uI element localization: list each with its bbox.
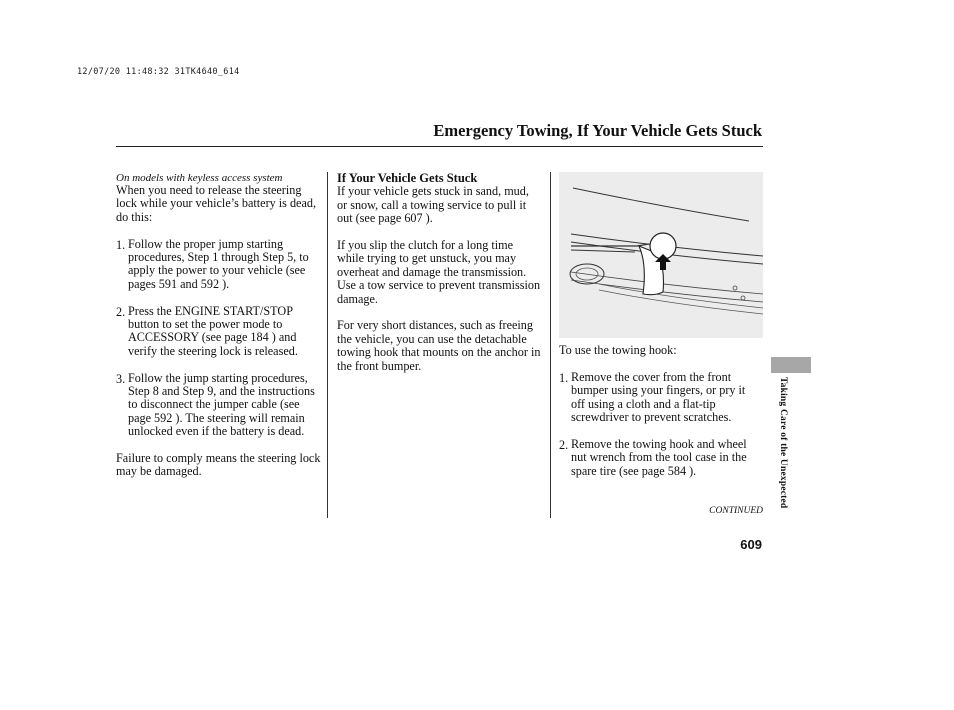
column-divider	[327, 172, 328, 518]
section-side-label: Taking Care of the Unexpected	[778, 377, 788, 509]
paragraph: To use the towing hook:	[559, 343, 677, 357]
section-heading: If Your Vehicle Gets Stuck	[337, 171, 478, 185]
page-number: 609	[740, 537, 762, 552]
paragraph: If you slip the clutch for a long time while trying to get unstuck, you may overheat and damage the transmission. Use a tow service to prevent transmission damage.	[337, 238, 541, 306]
page-title: Emergency Towing, If Your Vehicle Gets Stuck	[433, 121, 762, 140]
step-item	[559, 438, 761, 478]
title-divider	[116, 146, 763, 147]
step-number: 1.	[559, 370, 569, 385]
step-text: Remove the towing hook and wheel nut wrench from the tool case in the spare tire (see page 584 ).	[571, 436, 747, 478]
step-item	[116, 372, 322, 439]
paragraph: If your vehicle gets stuck in sand, mud, or snow, call a towing service to pull it out (see page 607 ).	[337, 184, 529, 226]
column-divider	[550, 172, 551, 518]
paragraph: For very short distances, such as freeing the vehicle, you can use the detachable towing hook that mounts on the anchor in the front bumper.	[337, 318, 541, 373]
left-column	[116, 172, 322, 479]
step-text: Follow the jump starting procedures, Step 8 and Step 9, and the instructions to disconnect the jumper cable (see page 592 ). The steering will remain unlocked even if the battery is dead.	[128, 370, 315, 439]
step-item	[559, 371, 761, 425]
step-number: 2.	[116, 304, 126, 319]
step-number: 1.	[116, 237, 126, 252]
towing-hook-cover-drawing	[559, 172, 763, 338]
step-item	[116, 305, 322, 359]
warning-paragraph: Failure to comply means the steering lock may be damaged.	[116, 451, 321, 479]
middle-column	[337, 172, 542, 373]
continued-label: CONTINUED	[709, 506, 763, 516]
intro-paragraph: When you need to release the steering lock while your vehicle’s battery is dead, do this:	[116, 183, 317, 224]
step-number: 2.	[559, 437, 569, 452]
step-text: Follow the proper jump starting procedures, Step 1 through Step 5, to apply the power to your vehicle (see pages 591 and 592 ).	[128, 236, 309, 291]
step-text: Remove the cover from the front bumper using your fingers, or pry it off using a cloth and a flat-tip screwdriver to prevent scratches.	[571, 369, 746, 425]
right-column	[559, 344, 761, 478]
step-number: 3.	[116, 371, 126, 386]
step-item	[116, 238, 322, 292]
step-text: Press the ENGINE START/STOP button to set the power mode to ACCESSORY (see page 184 ) and verify the steering lock is released.	[128, 303, 298, 358]
section-tab	[771, 357, 811, 373]
print-stamp: 12/07/20 11:48:32 31TK4640_614	[77, 67, 240, 77]
model-note: On models with keyless access system	[116, 172, 283, 184]
bumper-illustration	[559, 172, 763, 338]
